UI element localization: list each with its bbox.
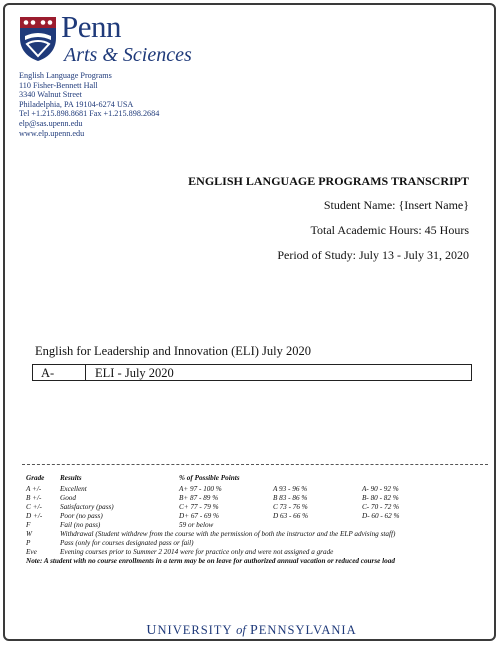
logo-arts-sciences: Arts & Sciences <box>64 44 192 66</box>
student-name: Student Name: {Insert Name} <box>323 198 469 212</box>
legend-note-text: Pass (only for courses designated pass or fail) <box>60 539 194 547</box>
penn-shield-icon <box>19 16 57 62</box>
course-name: ELI - July 2020 <box>95 366 174 380</box>
footer-word: ENNSYLVANIA <box>258 623 357 637</box>
address-line: 110 Fisher-Bennett Hall <box>19 80 98 90</box>
legend-points: D- 60 - 62 % <box>362 512 400 520</box>
legend-result: Excellent <box>60 485 87 493</box>
transcript-title: ENGLISH LANGUAGE PROGRAMS TRANSCRIPT <box>188 174 469 188</box>
address-line: English Language Programs <box>19 71 112 80</box>
legend-points: C 73 - 76 % <box>273 503 308 511</box>
footer-initial: P <box>250 623 259 638</box>
legend-note-text: Withdrawal (Student withdrew from the course with the permission of both the instructor and the ELP advising staff) <box>60 530 396 538</box>
legend-result: Poor (no pass) <box>60 512 103 520</box>
legend-grade: Eve <box>26 548 37 556</box>
divider <box>22 464 488 465</box>
legend-result: Satisfactory (pass) <box>60 503 114 511</box>
legend-points: A+ 97 - 100 % <box>179 485 222 493</box>
legend-header-grade: Grade <box>26 474 45 482</box>
course-row <box>32 364 472 381</box>
logo-penn: Penn <box>61 9 121 44</box>
legend-points: B 83 - 86 % <box>273 494 308 502</box>
legend-grade: B +/- <box>26 494 42 502</box>
address-line: elp@sas.upenn.edu <box>19 118 83 128</box>
legend-grade: F <box>26 521 31 529</box>
address-line: Tel +1.215.898.8681 Fax +1.215.898.2684 <box>19 109 160 119</box>
legend-points: B- 80 - 82 % <box>362 494 399 502</box>
legend-points: B+ 87 - 89 % <box>179 494 219 502</box>
legend-grade: P <box>26 539 31 547</box>
address-line: Philadelphia, PA 19104-6274 USA <box>19 99 134 109</box>
period-of-study: Period of Study: July 13 - July 31, 2020 <box>277 248 469 262</box>
legend-grade: A +/- <box>26 485 42 493</box>
address-block <box>19 71 159 138</box>
legend-final-note: Note: A student with no course enrollments in a term may be on leave for authorized annual vacation or reduced course load <box>26 557 395 565</box>
total-hours: Total Academic Hours: 45 Hours <box>310 223 469 237</box>
address-line: www.elp.upenn.edu <box>19 128 85 138</box>
university-footer <box>0 623 503 639</box>
address-line: 3340 Walnut Street <box>19 90 82 100</box>
legend-grade: D +/- <box>26 512 43 520</box>
legend-points: D+ 67 - 69 % <box>179 512 219 520</box>
footer-word: NIVERSITY <box>157 623 233 637</box>
footer-initial: U <box>146 623 158 638</box>
legend-points: A- 90 - 92 % <box>362 485 399 493</box>
legend-grade: W <box>26 530 32 538</box>
legend-note-text: Evening courses prior to Summer 2 2014 were for practice only and were not assigned a grade <box>60 548 334 556</box>
footer-of: of <box>236 623 246 637</box>
legend-header-results: Results <box>60 474 82 482</box>
legend-result: Good <box>60 494 76 502</box>
legend-points: D 63 - 66 % <box>273 512 309 520</box>
course-title: English for Leadership and Innovation (ELI) July 2020 <box>35 344 311 358</box>
course-grade: A- <box>41 366 55 380</box>
legend-points: C- 70 - 72 % <box>362 503 400 511</box>
legend-header-points: % of Possible Points <box>179 474 240 482</box>
legend-points: A 93 - 96 % <box>273 485 308 493</box>
legend-result: Fail (no pass) <box>60 521 101 529</box>
divider <box>85 365 86 380</box>
legend-points: 59 or below <box>179 521 214 529</box>
legend-grade: C +/- <box>26 503 42 511</box>
legend-points: C+ 77 - 79 % <box>179 503 219 511</box>
